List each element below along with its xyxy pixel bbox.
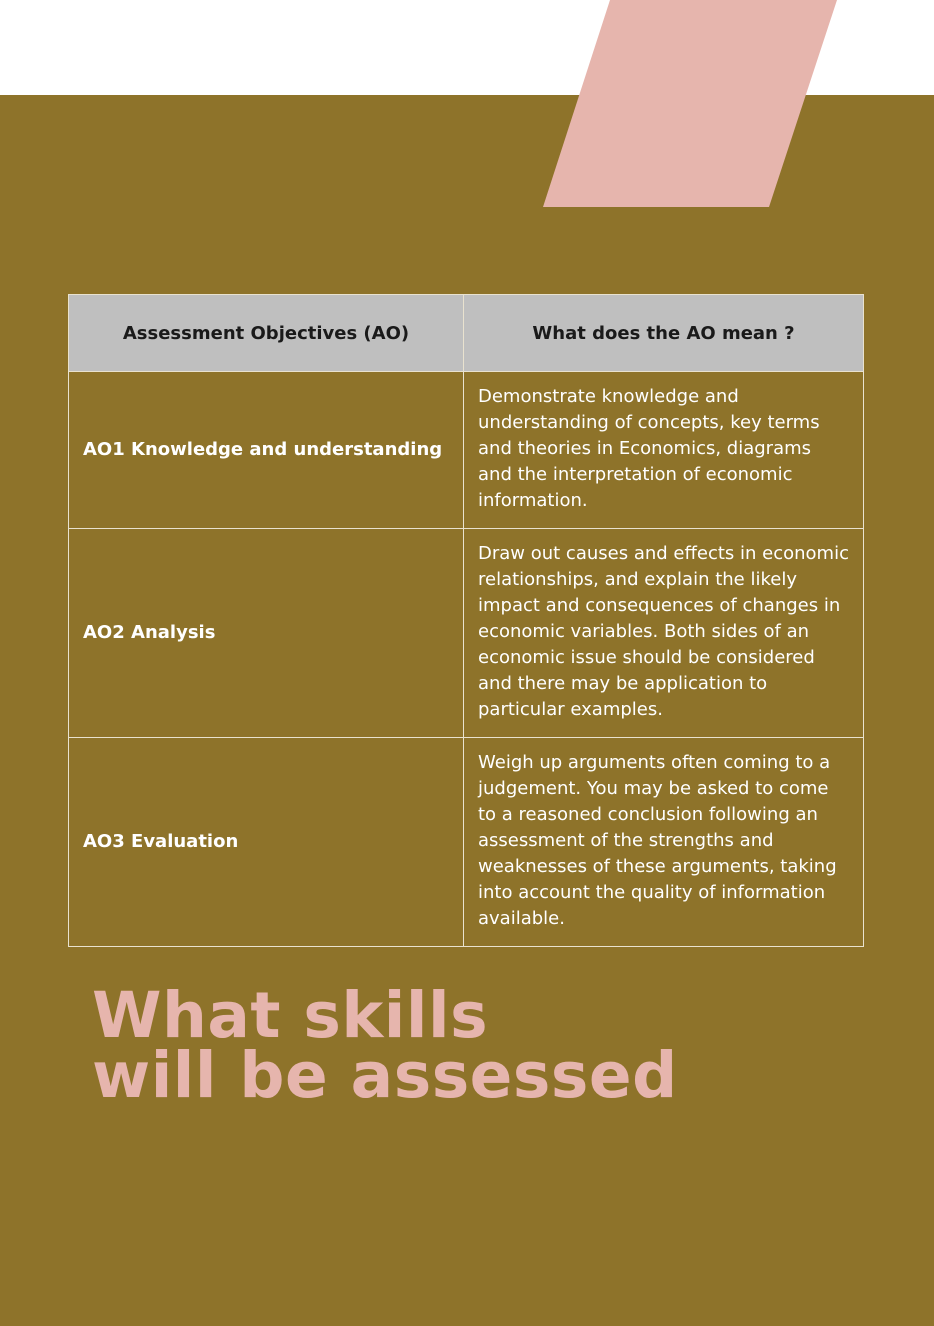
assessment-objectives-table <box>68 294 864 947</box>
objective-cell: AO3 Evaluation <box>69 738 464 947</box>
meaning-cell: Draw out causes and effects in economic relationships, and explain the likely impact and consequences of changes in economic variables. Both sides of an economic issue should be considered and there may be application to particular examples. <box>464 529 864 738</box>
table-row <box>69 529 864 738</box>
meaning-cell: Weigh up arguments often coming to a judgement. You may be asked to come to a reasoned conclusion following an assessment of the strengths and weaknesses of these arguments, taking into account the quality of information available. <box>464 738 864 947</box>
objective-cell: AO2 Analysis <box>69 529 464 738</box>
headline-line-1: What skills <box>92 979 489 1052</box>
pink-parallelogram <box>543 0 837 207</box>
objective-cell: AO1 Knowledge and understanding <box>69 372 464 529</box>
column-header-meaning: What does the AO mean ? <box>464 295 864 372</box>
table-header-row <box>69 295 864 372</box>
pink-parallelogram-decoration <box>0 0 934 210</box>
meaning-cell: Demonstrate knowledge and understanding of concepts, key terms and theories in Economics, diagrams and the interpretation of economic information. <box>464 372 864 529</box>
column-header-objectives: Assessment Objectives (AO) <box>69 295 464 372</box>
page-headline <box>92 979 678 1112</box>
table-row <box>69 372 864 529</box>
table-row <box>69 738 864 947</box>
headline-line-2: will be assessed <box>92 1039 678 1112</box>
